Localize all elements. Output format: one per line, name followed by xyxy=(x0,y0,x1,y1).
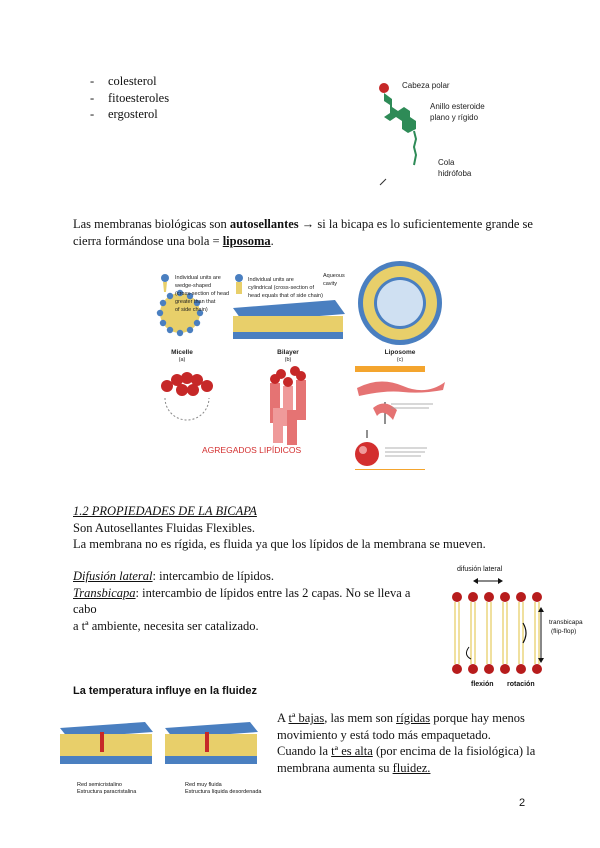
aqueous-cavity-note: Aqueous cavity xyxy=(323,273,345,287)
liposome-shape xyxy=(358,261,442,345)
top-leaflet-heads xyxy=(452,592,542,602)
micelle-label: Micelle xyxy=(171,349,193,356)
section-line: La membrana no es rígida, es fluida ya que los lípidos de la membrana se mueven. xyxy=(73,537,486,551)
bilayer-movement-figure xyxy=(443,563,593,693)
bilayer-label: Bilayer xyxy=(277,349,299,356)
lateral-diffusion-label: difusión lateral xyxy=(457,566,503,573)
head-label: Cabeza polar xyxy=(402,81,450,90)
micelle-sub-label: (a) xyxy=(178,357,186,363)
flip-flop-label: (flip-flop) xyxy=(551,628,577,635)
sterol-list xyxy=(90,73,290,123)
flexion-arrow xyxy=(466,647,471,659)
fluid-membrane xyxy=(165,722,258,764)
temperature-heading: La temperatura influye en la fluidez xyxy=(73,685,257,697)
rotation-label: rotación xyxy=(507,681,535,688)
transbicapa-label: transbicapa xyxy=(549,619,583,626)
high-temp-term: tª es alta xyxy=(331,744,373,758)
bottom-leaflet-heads xyxy=(452,664,542,674)
lateral-diffusion-line: Difusión lateral: intercambio de lípidos. xyxy=(73,569,275,583)
tail-end-mark xyxy=(380,179,386,185)
autosellantes-term: autosellantes xyxy=(229,217,299,231)
paragraph-line: movimiento y está todo más empaquetado. xyxy=(277,727,491,742)
tail-label-1: Cola xyxy=(438,158,455,167)
aggregates-caption: AGREGADOS LIPÍDICOS xyxy=(202,445,302,455)
ring-label-1: Anillo esteroide xyxy=(430,102,485,111)
section-heading: 1.2 PROPIEDADES DE LA BICAPA xyxy=(73,504,257,518)
liposome-paragraph xyxy=(73,216,543,249)
lipid-aggregates-figure xyxy=(145,258,455,470)
section-line: Son Autosellantes Fluidas Flexibles. xyxy=(73,520,255,535)
paragraph-line: Cuando la tª es alta (por encima de la fisiológica) la xyxy=(277,744,536,758)
low-temp-term: tª bajas xyxy=(288,711,325,725)
flexion-label: flexión xyxy=(471,681,494,688)
steroid-ring-shape xyxy=(384,93,416,133)
paragraph-line: cierra formándose una bola = liposoma. xyxy=(73,233,274,248)
transbicapa-line-2: a tª ambiente, necesita ser catalizado. xyxy=(73,618,259,633)
section-properties xyxy=(73,503,553,553)
fluid-caption: Red muy fluida Estructura líquida desordenada xyxy=(185,782,262,795)
hydrophobic-tail-shape xyxy=(414,131,416,165)
liposome-sub-label: (c) xyxy=(396,357,404,363)
temperature-paragraph xyxy=(277,710,567,776)
liposoma-term: liposoma xyxy=(222,233,271,248)
temperature-figure xyxy=(55,710,275,800)
sterol-figure xyxy=(370,75,530,190)
fluidity-term: fluidez. xyxy=(392,760,431,775)
ring-label-2: plano y rígido xyxy=(430,113,479,122)
list-item: - colesterol xyxy=(90,73,290,90)
page-number: 2 xyxy=(519,797,526,809)
transbicapa-term: Transbicapa xyxy=(73,585,136,600)
bilayer-to-vesicle-sequence xyxy=(355,366,445,470)
micelle-note: Individual units are wedge-shaped (cross-section of head greater than that of side chain) xyxy=(175,275,230,313)
bilayer-sub-label: (b) xyxy=(284,357,292,363)
tail-label-2: hidrófoba xyxy=(438,169,472,178)
red-micelle-illustration xyxy=(161,372,213,420)
paragraph-line: A tª bajas, las mem son rígidas porque hay menos xyxy=(277,711,525,725)
paracrystalline-membrane xyxy=(60,722,153,764)
diffusion-definitions xyxy=(73,568,433,634)
rigid-term: rígidas xyxy=(396,711,431,725)
polar-head-shape xyxy=(379,83,389,93)
list-item: - ergosterol xyxy=(90,106,290,123)
paragraph-line: Las membranas biológicas son autosellantes → si la bicapa es lo suficientemente grande se xyxy=(73,217,533,231)
bilayer-note: Individual units are cylindrical (cross-section of head equals that of side chain) xyxy=(248,277,323,299)
paragraph-line: membrana aumenta su fluidez. xyxy=(277,760,431,775)
transbicapa-line: Transbicapa: intercambio de lípidos entre las 2 capas. No se lleva a cabo xyxy=(73,585,411,616)
paracrystalline-caption: Red semicristalino Estructura paracristalina xyxy=(77,782,137,795)
red-bilayer-illustration xyxy=(270,366,306,445)
liposome-label: Liposome xyxy=(384,349,416,356)
list-item: - fitoesteroles xyxy=(90,90,290,107)
lateral-term: Difusión lateral xyxy=(73,569,153,583)
